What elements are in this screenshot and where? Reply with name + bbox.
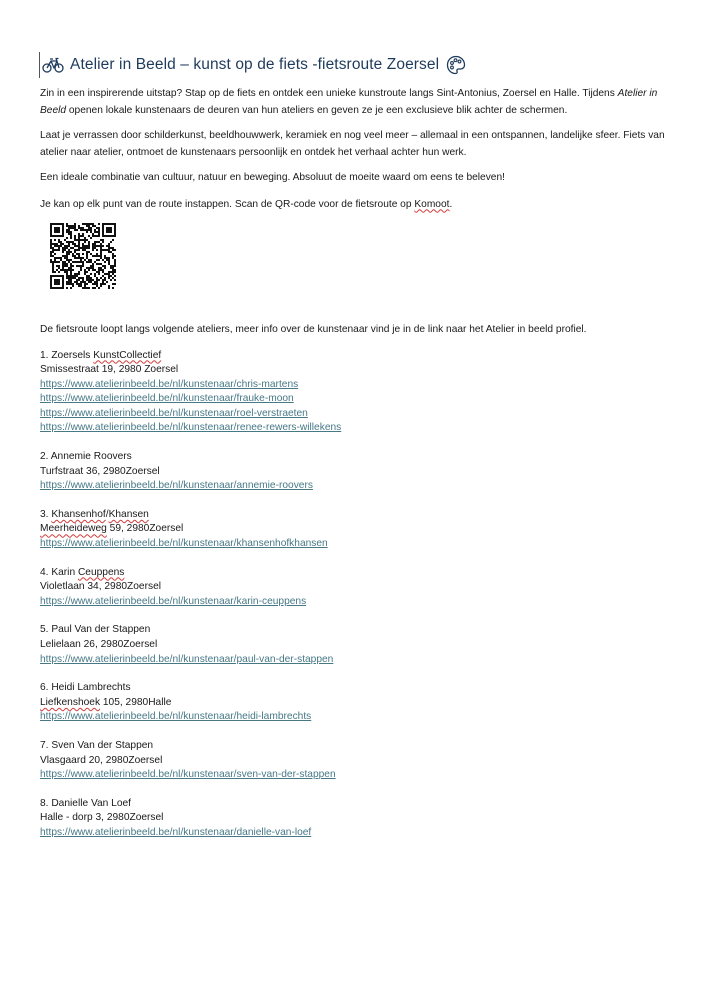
atelier-address: Lelielaan 26, 2980Zoersel (40, 639, 158, 650)
atelier-entry-1 (40, 349, 670, 437)
atelier-name: 6. Heidi Lambrechts (40, 682, 131, 694)
atelier-entry-5 (40, 623, 670, 667)
intro-paragraph-2: Laat je verrassen door schilderkunst, beeldhouwwerk, keramiek en nog veel meer – allemaal in een ontspannen, landelijke sfeer. Fiets van atelier naar atelier, ontmoet de kunstenaars persoonlijk en ontdek het verhaal achter hun werk. (40, 130, 665, 158)
atelier-entry-6 (40, 681, 670, 725)
route-intro: De fietsroute loopt langs volgende ateliers, meer info over de kunstenaar vind je in de link naar het Atelier in beeld profiel. (40, 324, 587, 335)
atelier-address: Vlasgaard 20, 2980Zoersel (40, 754, 163, 766)
atelier-entry-7 (40, 739, 670, 783)
bicycle-icon (42, 57, 64, 73)
atelier-entry-2 (40, 450, 670, 494)
palette-icon (446, 55, 466, 75)
profile-link[interactable]: https://www.atelierinbeeld.be/nl/kunstenaar/sven-van-der-stappen (40, 769, 336, 781)
atelier-entry-4 (40, 566, 670, 610)
profile-link[interactable]: https://www.atelierinbeeld.be/nl/kunstenaar/frauke-moon (40, 393, 294, 405)
title-row (39, 52, 670, 78)
atelier-address: Meerheideweg 59, 2980Zoersel (40, 523, 184, 535)
profile-link[interactable]: https://www.atelierinbeeld.be/nl/kunstenaar/khansenhofkhansen (40, 538, 328, 550)
page-title: Atelier in Beeld – kunst op de fiets -fietsroute Zoersel (70, 56, 440, 73)
atelier-name: 2. Annemie Roovers (40, 451, 132, 463)
profile-link[interactable]: https://www.atelierinbeeld.be/nl/kunstenaar/renee-rewers-willekens (40, 422, 342, 434)
profile-link[interactable]: https://www.atelierinbeeld.be/nl/kunstenaar/danielle-van-loef (40, 826, 312, 838)
profile-link[interactable]: https://www.atelierinbeeld.be/nl/kunstenaar/paul-van-der-stappen (40, 653, 334, 665)
atelier-name: 3. Khansenhof/Khansen (40, 508, 149, 520)
profile-link[interactable]: https://www.atelierinbeeld.be/nl/kunstenaar/roel-verstraeten (40, 407, 308, 419)
atelier-address: Turfstraat 36, 2980Zoersel (40, 465, 160, 477)
atelier-address: Smissestraat 19, 2980 Zoersel (40, 364, 179, 376)
profile-link[interactable]: https://www.atelierinbeeld.be/nl/kunstenaar/karin-ceuppens (40, 595, 307, 607)
qr-code (50, 223, 116, 289)
atelier-entry-8 (40, 797, 670, 841)
komoot-link[interactable]: Komoot (414, 198, 450, 210)
atelier-name: 5. Paul Van der Stappen (40, 624, 151, 636)
atelier-address: Violetlaan 34, 2980Zoersel (40, 581, 162, 593)
atelier-entry-3 (40, 508, 670, 552)
document-page (40, 52, 670, 841)
atelier-name: 4. Karin Ceuppens (40, 566, 125, 578)
profile-link[interactable]: https://www.atelierinbeeld.be/nl/kunstenaar/chris-martens (40, 378, 299, 390)
atelier-name: 7. Sven Van der Stappen (40, 739, 154, 751)
intro-paragraph-1: Zin in een inspirerende uitstap? Stap op de fiets en ontdek een unieke kunstroute langs Sint-Antonius, Zoersel en Halle. Tijdens Atelier in Beeld openen lokale kunstenaars de deuren van hun ateliers en geven ze je een exclusieve blik achter de schermen. (40, 88, 658, 116)
atelier-address: Liefkenshoek 105, 2980Halle (40, 696, 172, 708)
intro-paragraph-4: Je kan op elk punt van de route instappen. Scan de QR-code voor de fietsroute op Komoot. (40, 198, 453, 210)
profile-link[interactable]: https://www.atelierinbeeld.be/nl/kunstenaar/heidi-lambrechts (40, 711, 312, 723)
atelier-name: 1. Zoersels KunstCollectief (40, 349, 162, 361)
intro-paragraph-3: Een ideale combinatie van cultuur, natuur en beweging. Absoluut de moeite waard om eens te beleven! (40, 172, 505, 183)
profile-link[interactable]: https://www.atelierinbeeld.be/nl/kunstenaar/annemie-roovers (40, 480, 313, 492)
atelier-name: 8. Danielle Van Loef (40, 797, 131, 809)
atelier-address: Halle - dorp 3, 2980Zoersel (40, 812, 164, 824)
